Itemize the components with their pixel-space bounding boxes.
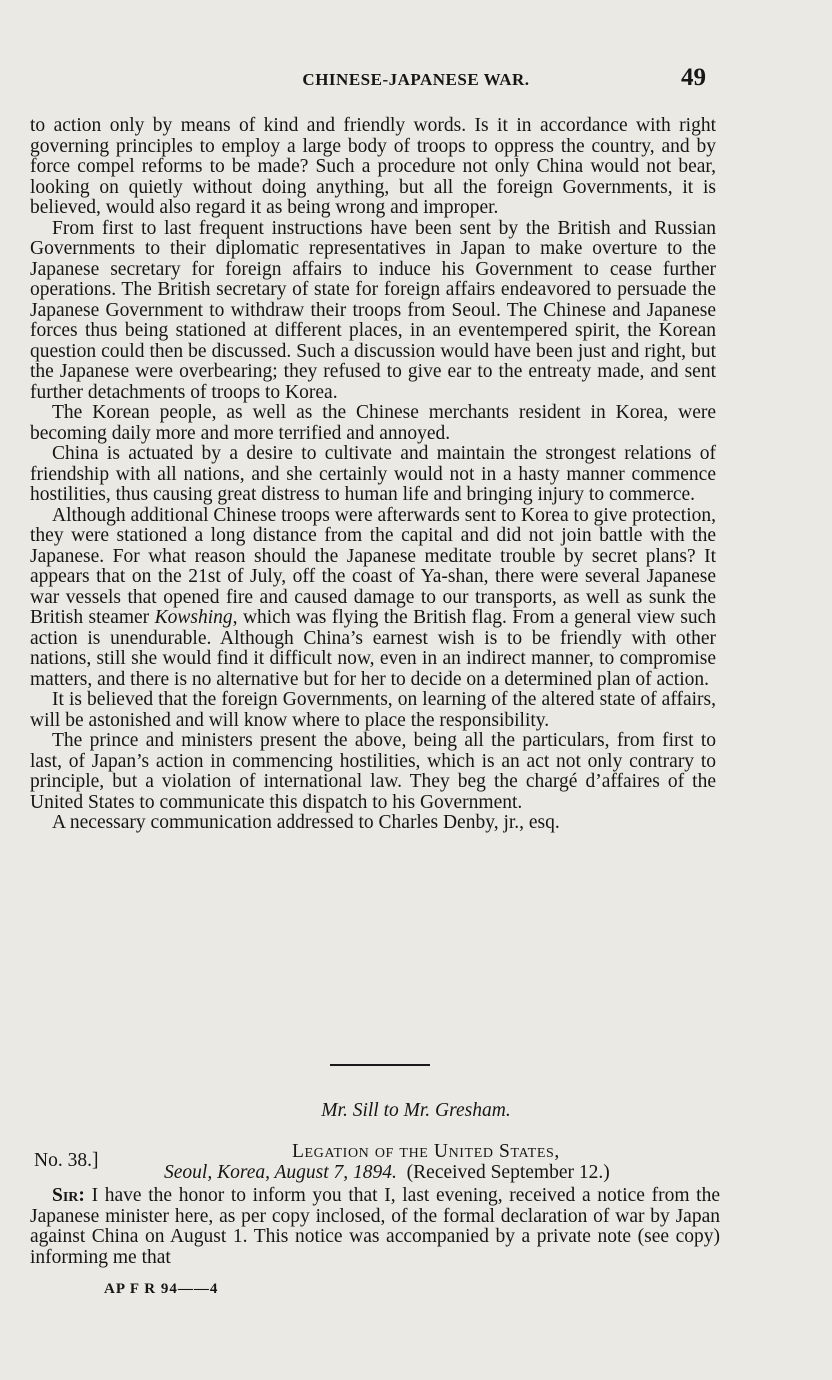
salutation: Sir: bbox=[52, 1185, 85, 1206]
paragraph-addressee: A necessary communication addressed to Charles Denby, jr., esq. bbox=[52, 812, 560, 833]
kowshing-text-before: Although additional Chinese troops were afterwards sent to Korea to give protection, they were stationed a long distance from the capital and did not join battle with the Japanese. For what reason should the Japanese meditate trouble by secret plans? It appears that on the 21st of July, off the coast of Ya-shan, there were several Japanese war vessels that opened fire and caused damage to our transports, as well as sunk the British steamer bbox=[30, 504, 716, 628]
received-date: (Received September 12.) bbox=[406, 1162, 610, 1183]
letter-text: I have the honor to inform you that I, last evening, received a notice from the Japanese minister here, as per copy inclosed, of the formal declaration of war by Japan against China on August 1. This notice was accompanied by a private note (see copy) informing me that bbox=[30, 1185, 720, 1268]
legation-heading: Legation of the United States, bbox=[292, 1141, 560, 1162]
page-number: 49 bbox=[681, 64, 706, 91]
kowshing-text-after: , which was flying the British flag. From a general view such action is unendurable. Although China’s earnest wish is to be friendly with other nations, still she would find it difficult now, even in an indirect manner, to compromise matters, and there is no alternative but for her to decide on a determined plan of action. bbox=[30, 607, 716, 690]
paragraph-responsibility: It is believed that the foreign Governments, on learning of the altered state of affairs, will be astonished and will know where to place the responsibility. bbox=[30, 689, 716, 731]
letter-body bbox=[30, 1186, 720, 1268]
paragraph-conclusion: The prince and ministers present the above, being all the particulars, from first to last, of Japan’s action in commencing hostilities, which is an act not only contrary to principle, but a violation of international law. They beg the chargé d’affaires of the United States to communicate this dispatch to his Government. bbox=[30, 730, 716, 813]
paragraph-korean-people: The Korean people, as well as the Chinese merchants resident in Korea, were becoming daily more and more terrified and annoyed. bbox=[30, 402, 716, 444]
page-header bbox=[0, 62, 832, 96]
printer-signature-mark: AP F R 94——4 bbox=[104, 1281, 219, 1297]
section-divider bbox=[330, 1064, 430, 1066]
dateline bbox=[164, 1162, 610, 1184]
letter-title: Mr. Sill to Mr. Gresham. bbox=[321, 1100, 511, 1121]
document-number: No. 38.] bbox=[34, 1150, 99, 1171]
paragraph-kowshing bbox=[30, 506, 716, 691]
running-head: CHINESE-JAPANESE WAR. bbox=[302, 70, 530, 89]
paragraph-instructions: From first to last frequent instructions have been sent by the British and Russian Governments to their diplomatic representatives in Japan to make overture to the Japanese secretary for foreign affairs to induce his Government to cease further operations. The British secretary of state for foreign affairs endeavored to persuade the Japanese Government to withdraw their troops from Seoul. The Chinese and Japanese forces thus being stationed at different places, in an eventempered spirit, the Korean question could then be discussed. Such a discussion would have been just and right, but the Japanese were overbearing; they refused to give ear to the entreaty made, and sent further detachments of troops to Korea. bbox=[30, 217, 716, 403]
ship-name: Kowshing bbox=[154, 607, 233, 628]
paragraph-friendship: China is actuated by a desire to cultivate and maintain the strongest relations of friendship with all nations, and she certainly would not in a hasty manner commence hostilities, thus causing great distress to human life and bringing injury to commerce. bbox=[30, 443, 716, 505]
paragraph-continuation: to action only by means of kind and friendly words. Is it in accordance with right governing principles to employ a large body of troops to oppress the country, and by force compel reforms to be made? Such a procedure not only China would not bear, looking on quietly without doing anything, but all the foreign Governments, it is believed, would also regard it as being wrong and improper. bbox=[30, 115, 716, 218]
dispatch-body bbox=[30, 116, 716, 834]
place-and-date: Seoul, Korea, August 7, 1894. bbox=[164, 1162, 397, 1183]
